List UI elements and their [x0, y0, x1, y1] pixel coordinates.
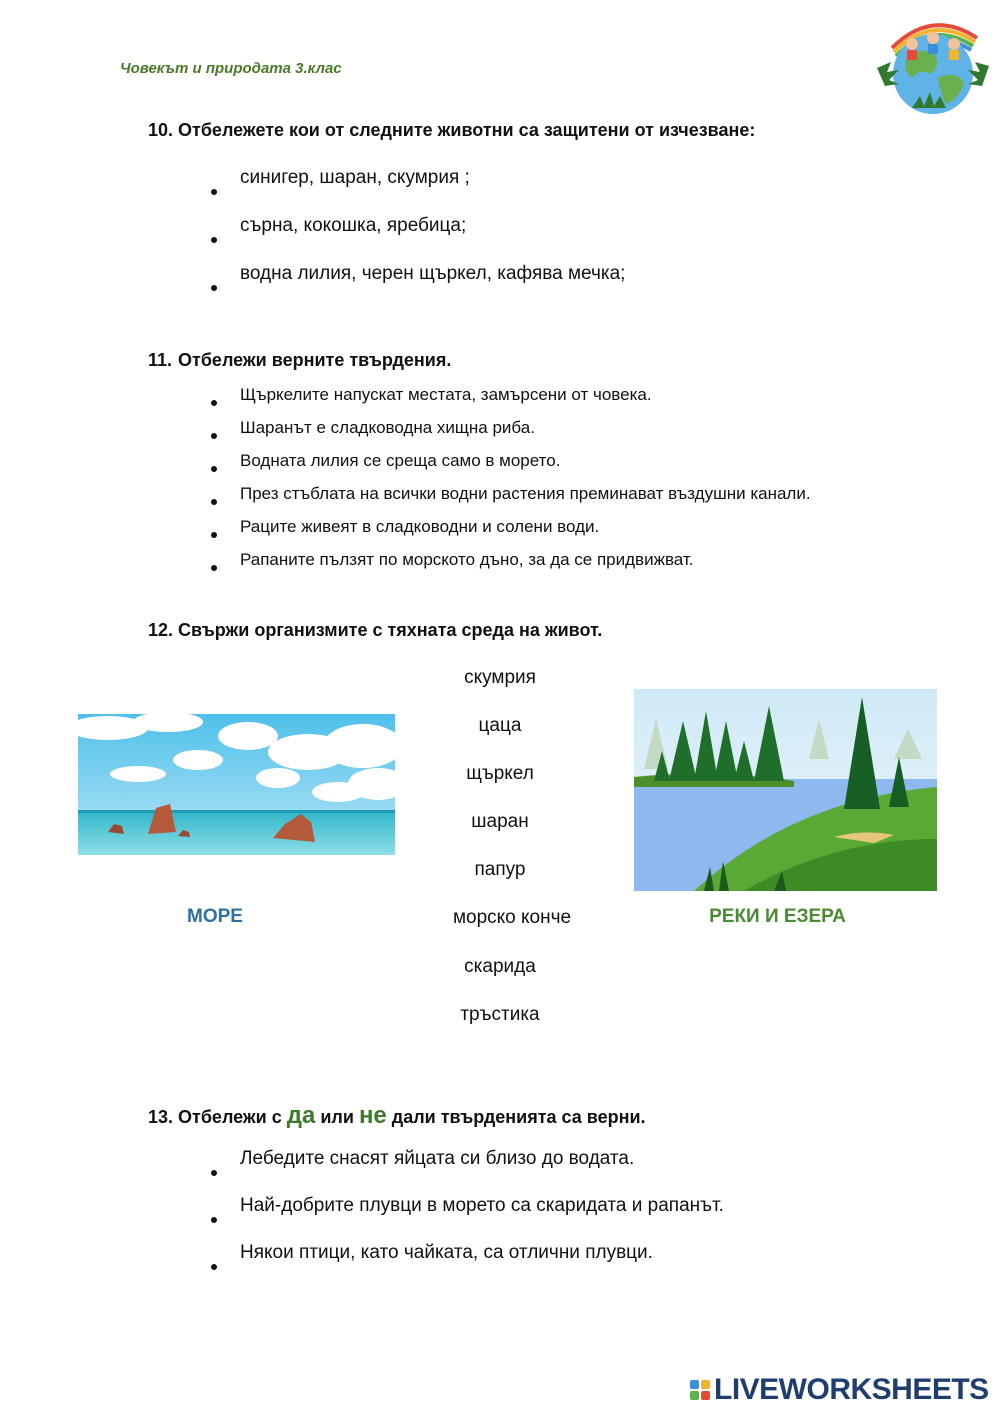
bullet-icon: [211, 400, 217, 406]
bullet-icon: [211, 1217, 217, 1223]
list-item[interactable]: Лебедите снасят яйцата си близо до водата.: [210, 1148, 724, 1195]
list-item[interactable]: синигер, шаран, скумрия ;: [210, 167, 625, 215]
liveworksheets-logo: [690, 1373, 989, 1407]
bullet-icon: [211, 285, 217, 291]
question-10-title: [148, 120, 755, 141]
question-text: Свържи организмите с тяхната среда на живот.: [178, 620, 603, 640]
liveworksheets-icon: [690, 1380, 710, 1400]
bullet-icon: [211, 466, 217, 472]
bullet-icon: [211, 1264, 217, 1270]
question-12-title: [148, 620, 602, 641]
organism-word[interactable]: щъркел: [466, 763, 534, 784]
organism-word[interactable]: морско конче: [452, 907, 572, 928]
list-item[interactable]: Шаранът е сладководна хищна риба.: [210, 418, 811, 451]
list-item[interactable]: Някои птици, като чайката, са отлични плувци.: [210, 1242, 724, 1289]
list-item[interactable]: Рапаните пълзят по морското дъно, за да се придвижват.: [210, 550, 811, 583]
question-13-title: 13. Отбележи с да или не дали твърденията са верни.: [148, 1102, 646, 1129]
bullet-icon: [211, 433, 217, 439]
question-text: Отбележете кои от следните животни са защитени от изчезване:: [178, 120, 756, 140]
sea-label: МОРЕ: [187, 906, 243, 927]
bullet-icon: [211, 532, 217, 538]
bullet-icon: [211, 237, 217, 243]
list-item[interactable]: Водната лилия се среща само в морето.: [210, 451, 811, 484]
organism-word[interactable]: тръстика: [460, 1004, 540, 1025]
list-item[interactable]: сърна, кокошка, яребица;: [210, 215, 625, 263]
list-item[interactable]: водна лилия, черен щъркел, кафява мечка;: [210, 263, 625, 311]
question-10-list: [210, 167, 625, 311]
question-number: 10.: [148, 120, 174, 140]
bullet-icon: [211, 565, 217, 571]
yes-word: да: [286, 1102, 316, 1129]
question-11-title: [148, 350, 451, 371]
no-word: не: [358, 1102, 387, 1129]
river-lake-label: РЕКИ И ЕЗЕРА: [709, 906, 846, 927]
bullet-icon: [211, 499, 217, 505]
subject-title: Човекът и природата 3.клас: [120, 60, 342, 77]
organism-word[interactable]: шаран: [471, 811, 529, 832]
bullet-icon: [211, 1170, 217, 1176]
bullet-icon: [211, 189, 217, 195]
organism-word[interactable]: скумрия: [464, 667, 536, 688]
globe-with-children-icon: [872, 8, 994, 126]
organism-word[interactable]: папур: [474, 859, 526, 880]
organism-word[interactable]: скарида: [464, 956, 536, 977]
list-item[interactable]: Щъркелите напускат местата, замърсени от човека.: [210, 385, 811, 418]
river-lake-image[interactable]: [634, 689, 937, 891]
list-item[interactable]: През стъблата на всички водни растения преминават въздушни канали.: [210, 484, 811, 517]
sea-image[interactable]: [78, 714, 395, 855]
list-item[interactable]: Раците живеят в сладководни и солени води.: [210, 517, 811, 550]
question-13-list: [210, 1148, 724, 1289]
question-number: 12.: [148, 620, 174, 640]
question-number: 13.: [148, 1107, 174, 1127]
question-number: 11.: [148, 350, 173, 370]
list-item[interactable]: Най-добрите плувци в морето са скаридата и рапанът.: [210, 1195, 724, 1242]
question-text: Отбележи верните твърдения.: [178, 350, 452, 370]
brand-text: LIVEWORKSHEETS: [714, 1373, 989, 1406]
organism-word[interactable]: цаца: [478, 715, 522, 736]
question-11-list: [210, 385, 811, 583]
